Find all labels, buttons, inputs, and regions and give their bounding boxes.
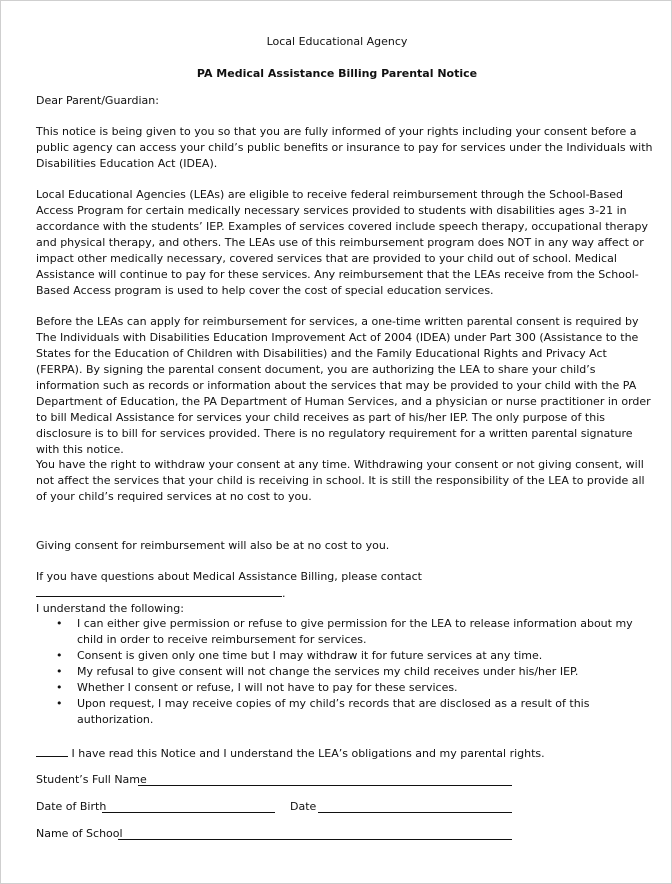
understand-intro: I understand the following: [36,602,184,615]
paragraph-consent: Before the LEAs can apply for reimbursement for services, a one-time written parental consent is required by The Individuals with Disabilities Education Improvement Act of 2004 (IDEA) under Part 300 (Assistance to the States for the Education of Children with Disabilities) and the Family Educational Rights and Privacy Act (FERPA). By signing the parental consent document, you are authorizing the LEA to share your child’s information such as records or information about the services that may be provided to your child with the PA Department of Education, the PA Department of Human Services, and a physician or nurse practitioner in order to bill Medical Assistance for services your child receives as part of his/her IEP. The only purpose of this disclosure is to bill for services provided. There is no regulatory requirement for a written parental signature with this notice. [36,315,651,456]
list-item-text: My refusal to give consent will not change the services my child receives under his/her IEP. [77,665,579,678]
student-name-label: Student’s Full Name [36,773,147,786]
date-label: Date [290,800,317,813]
bullet-icon: • [56,649,63,662]
bullet-icon: • [56,665,63,678]
list-item-text: Consent is given only one time but I may withdraw it for future services at any time. [77,649,543,662]
dob-label: Date of Birth [36,800,107,813]
paragraph-withdraw: You have the right to withdraw your consent at any time. Withdrawing your consent or not giving consent, will not affect the services that your child is receiving in school. It is still the responsibility of the LEA to provide all of your child’s required services at no cost to you. [36,458,645,503]
date-line[interactable] [318,812,512,813]
initials-blank-line[interactable] [36,745,68,757]
bullet-icon: • [56,681,63,694]
list-item [36,664,656,680]
dob-line[interactable] [102,812,275,813]
agency-heading: Local Educational Agency [266,35,408,48]
acknowledgement-text: I have read this Notice and I understand the LEA’s obligations and my parental rights. [71,747,545,760]
bullet-icon: • [56,697,63,710]
list-item [36,696,656,728]
school-label: Name of School [36,827,123,840]
list-item [36,680,656,696]
list-item-text: Upon request, I may receive copies of my child’s records that are disclosed as a result of this authorization. [77,697,590,726]
notice-title: PA Medical Assistance Billing Parental Notice [196,67,478,80]
school-line[interactable] [118,839,512,840]
paragraph-contact [36,569,656,602]
paragraph-no-cost: Giving consent for reimbursement will also be at no cost to you. [36,539,390,552]
paragraph-intro: This notice is being given to you so that you are fully informed of your rights including your consent before a public agency can access your child’s public benefits or insurance to pay for services under the Individuals with Disabilities Education Act (IDEA). [36,125,653,170]
student-name-line[interactable] [138,785,512,786]
list-item [36,616,656,648]
salutation: Dear Parent/Guardian: [36,94,159,107]
understand-list [36,616,656,728]
list-item [36,648,656,664]
contact-blank-line[interactable] [36,585,282,597]
contact-period: . [282,587,286,600]
bullet-icon: • [56,617,63,630]
acknowledgement-row [36,745,656,762]
list-item-text: Whether I consent or refuse, I will not have to pay for these services. [77,681,458,694]
contact-text: If you have questions about Medical Assistance Billing, please contact [36,570,422,583]
paragraph-reimbursement: Local Educational Agencies (LEAs) are eligible to receive federal reimbursement through the School-Based Access Program for certain medically necessary services provided to students with disabilities ages 3-21 in accordance with the students’ IEP. Examples of services covered include speech therapy, occupational therapy and physical therapy, and others. The LEAs use of this reimbursement program does NOT in any way affect or impact other medically necessary, covered services that are provided to your child out of school. Medical Assistance will continue to pay for these services. Any reimbursement that the LEAs receive from the School-Based Access program is used to help cover the cost of special education services. [36,188,649,297]
list-item-text: I can either give permission or refuse to give permission for the LEA to release information about my child in order to receive reimbursement for services. [77,617,633,646]
